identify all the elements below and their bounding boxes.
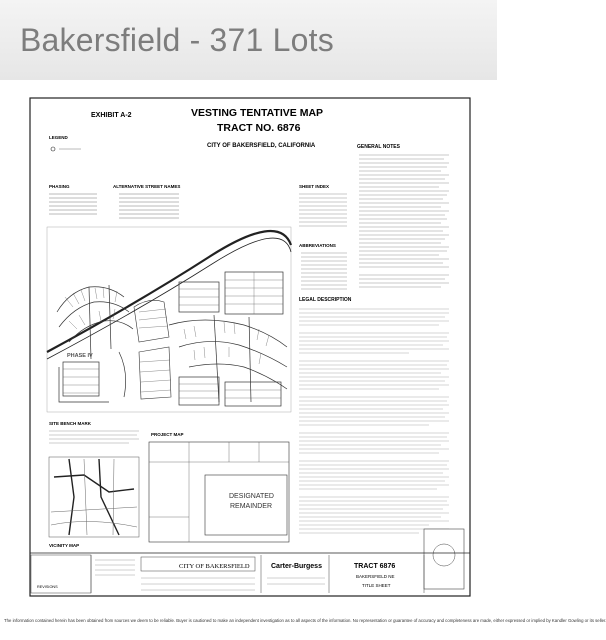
vicinity-map-heading: VICINITY MAP bbox=[49, 543, 80, 548]
footer bbox=[0, 614, 606, 640]
tentative-map-sheet bbox=[29, 97, 471, 597]
title-block-sheet-name: TITLE SHEET bbox=[362, 583, 391, 588]
disclaimer-text: The information contained herein has been obtained from sources we deem to be reliable. Buyer is cautioned to make an independent investigation as to all aspects of the information. No representation or guarantee of accuracy and completeness are made, either expressed or implied by Kandler Gowling or its seller. bbox=[4, 618, 606, 623]
engineer-stamp-box bbox=[424, 529, 464, 589]
header-banner bbox=[0, 0, 497, 80]
page-title: Bakersfield - 371 Lots bbox=[20, 22, 334, 58]
legal-description-heading: LEGAL DESCRIPTION bbox=[299, 297, 352, 303]
revisions-label: REVISIONS bbox=[37, 585, 58, 589]
phase-label: PHASE IV bbox=[67, 353, 93, 359]
site-bench-mark-heading: SITE BENCH MARK bbox=[49, 421, 92, 426]
title-block-city: CITY OF BAKERSFIELD bbox=[179, 563, 250, 570]
sheet-index-heading: SHEET INDEX bbox=[299, 184, 330, 189]
exhibit-label: EXHIBIT A-2 bbox=[91, 112, 132, 119]
project-map-heading: PROJECT MAP bbox=[151, 432, 184, 437]
designated-remainder-label-2: REMAINDER bbox=[230, 503, 273, 510]
alt-street-heading: ALTERNATIVE STREET NAMES bbox=[113, 184, 181, 189]
abbreviations-heading: ABBREVIATIONS bbox=[299, 243, 336, 248]
title-block-subtitle: BAKERSFIELD NE bbox=[356, 574, 395, 579]
map-title: VESTING TENTATIVE MAP bbox=[191, 107, 324, 119]
city-label: CITY OF BAKERSFIELD, CALIFORNIA bbox=[207, 143, 316, 149]
title-block-tract: TRACT 6876 bbox=[354, 563, 396, 570]
general-notes-heading: GENERAL NOTES bbox=[357, 144, 400, 150]
map-drawing bbox=[29, 97, 471, 597]
designated-remainder-label: DESIGNATED bbox=[229, 493, 274, 500]
tract-number: TRACT NO. 6876 bbox=[217, 122, 301, 134]
legend-heading: LEGEND bbox=[49, 135, 68, 140]
phasing-heading: PHASING bbox=[49, 184, 70, 189]
firm-name: Carter-Burgess bbox=[271, 563, 322, 570]
